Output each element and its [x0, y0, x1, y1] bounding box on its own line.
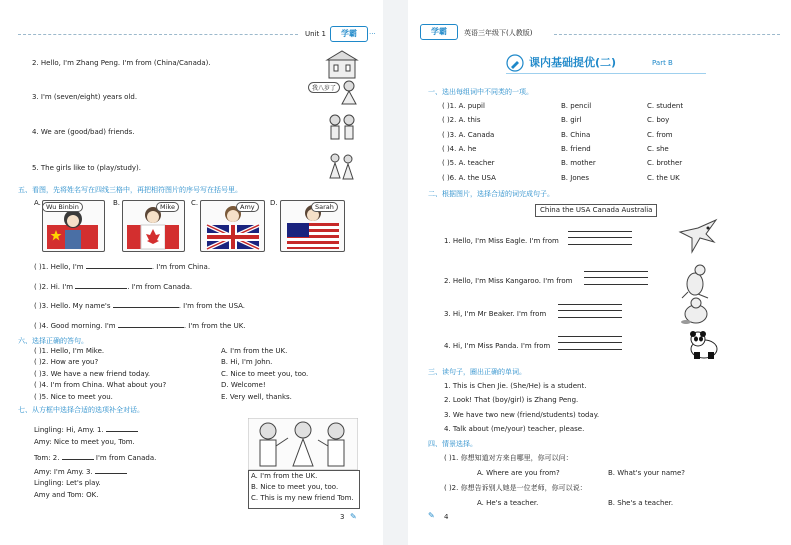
sec5-item-2: ( )2. Hi. I'm . I'm from Canada. [34, 283, 193, 291]
left-page [0, 0, 383, 545]
section5-title: 五、看图，先将姓名写在四线三格中，再把相符图片的序号写在括号里。 [18, 186, 242, 194]
sec3-item-1: 1. This is Chen Jie. (She/He) is a student. [444, 382, 587, 390]
sec6-q3: ( )3. We have a new friend today. [34, 370, 151, 378]
sec5-item-3: ( )3. Hello. My name's . I'm from the USA. [34, 302, 246, 310]
building-illustration [325, 48, 359, 82]
logo: 学霸 [420, 24, 458, 40]
header-dashed-rule [18, 34, 298, 35]
person-a-letter: A. [34, 199, 41, 207]
banner-part: Part B [652, 59, 673, 67]
right-page [408, 0, 791, 545]
sec6-c: C. Nice to meet you, too. [221, 370, 309, 378]
person-a-name: Wu Binbin [42, 202, 83, 212]
writing-lines-1 [568, 231, 632, 245]
dialogue-line-4: Amy: I'm Amy. 3. [34, 466, 127, 477]
section1-title: 一、选出每组词中不同类的一项。 [428, 88, 533, 96]
sec3-item-2: 2. Look! That (boy/girl) is Zhang Peng. [444, 396, 579, 404]
person-d-name: Sarah [311, 202, 338, 212]
word-bank: China the USA Canada Australia [535, 204, 657, 217]
sec1-row1-c: C. student [647, 102, 684, 110]
sec1-row4-c: C. she [647, 145, 669, 153]
sec6-q4: ( )4. I'm from China. What about you? [34, 381, 167, 389]
sec4-q2-b: B. She's a teacher. [608, 499, 674, 507]
person-b-name: Mike [156, 202, 179, 212]
sec4-q2: ( )2. 你想告诉别人她是一位老师，你可以说： [444, 484, 587, 492]
girls-playing-illustration [326, 152, 358, 184]
options-box [248, 470, 360, 509]
dialogue-line-6: Amy and Tom: OK. [34, 491, 99, 499]
dialogue-line-2: Amy: Nice to meet you, Tom. [34, 438, 135, 446]
pencil-icon: ✎ [350, 512, 357, 521]
sec4-q1-b: B. What's your name? [608, 469, 685, 477]
q-sentence-3: 3. I'm (seven/eight) years old. [32, 93, 138, 101]
sec1-row6-c: C. the UK [647, 174, 680, 182]
sec1-row5-a: ( )5. A. teacher [442, 159, 495, 167]
children-greeting-illustration [248, 418, 358, 470]
dialogue-line-1: Lingling: Hi, Amy. 1. [34, 424, 138, 435]
dialogue-line-5: Lingling: Let's play. [34, 479, 101, 487]
section7-title: 七、从方框中选择合适的选项补全对话。 [18, 406, 144, 414]
sec5-item-4: ( )4. Good morning. I'm . I'm from the UK. [34, 322, 246, 330]
sec2-item-3: 3. Hi, I'm Mr Beaker. I'm from [444, 310, 547, 318]
sec2-item-2: 2. Hello, I'm Miss Kangaroo. I'm from [444, 277, 573, 285]
option-c: C. This is my new friend Tom. [251, 494, 354, 502]
beaker-illustration [680, 296, 712, 326]
header-dashed-rule [554, 34, 780, 35]
logo: 学霸 [330, 26, 368, 42]
sec1-row1-a: ( )1. A. pupil [442, 102, 485, 110]
sec1-row3-b: B. China [561, 131, 591, 139]
sec1-row6-a: ( )6. A. the USA [442, 174, 496, 182]
pencil-icon: ✎ [428, 511, 435, 520]
section6-title: 六、选择正确的答句。 [18, 337, 88, 345]
sec1-row4-b: B. friend [561, 145, 591, 153]
writing-lines-2 [584, 271, 648, 285]
sec4-q2-a: A. He's a teacher. [477, 499, 539, 507]
sec1-row3-a: ( )3. A. Canada [442, 131, 495, 139]
sec6-b: B. Hi, I'm John. [221, 358, 273, 366]
page-number: 3 [340, 513, 345, 521]
sec2-item-4: 4. Hi, I'm Miss Panda. I'm from [444, 342, 551, 350]
sec6-q2: ( )2. How are you? [34, 358, 99, 366]
kangaroo-illustration [680, 262, 714, 300]
sec6-q5: ( )5. Nice to meet you. [34, 393, 113, 401]
sec1-row1-b: B. pencil [561, 102, 592, 110]
friends-illustration [326, 113, 358, 147]
unit-label: Unit 1 [305, 30, 326, 38]
sec4-q1: ( )1. 你想知道对方来自哪里，你可以问： [444, 454, 573, 462]
sec1-row5-c: C. brother [647, 159, 683, 167]
sec6-q1: ( )1. Hello, I'm Mike. [34, 347, 105, 355]
banner-title: 课内基础提优(二) [529, 56, 617, 69]
person-c-name: Amy [236, 202, 259, 212]
q-sentence-2: 2. Hello, I'm Zhang Peng. I'm from (China/Canada). [32, 59, 211, 67]
person-d-letter: D. [270, 199, 278, 207]
sec1-row2-b: B. girl [561, 116, 582, 124]
dialogue-line-3: Tom: 2. I'm from Canada. [34, 454, 157, 462]
sec4-q1-a: A. Where are you from? [477, 469, 560, 477]
person-b-letter: B. [113, 199, 121, 207]
sec2-item-1: 1. Hello, I'm Miss Eagle. I'm from [444, 237, 559, 245]
page-gutter [383, 0, 408, 545]
writing-lines-4 [558, 336, 622, 350]
sec1-row2-c: C. boy [647, 116, 670, 124]
person-c-letter: C. [191, 199, 199, 207]
q-sentence-4: 4. We are (good/bad) friends. [32, 128, 135, 136]
section2-title: 二、根据图片，选择合适的词完成句子。 [428, 190, 554, 198]
sec5-item-1: ( )1. Hello, I'm . I'm from China. [34, 263, 211, 271]
sec1-row5-b: B. mother [561, 159, 596, 167]
girl-illustration [338, 80, 360, 106]
pencil-circle-icon [506, 54, 524, 72]
banner [506, 53, 706, 74]
sec1-row2-a: ( )2. A. this [442, 116, 481, 124]
sec6-a: A. I'm from the UK. [221, 347, 288, 355]
header-dots-icon: ··· [369, 30, 376, 38]
eagle-illustration [678, 218, 720, 256]
sec1-row3-c: C. from [647, 131, 673, 139]
q-sentence-5: 5. The girls like to (play/study). [32, 164, 141, 172]
book-title: 英语三年级下(人教版) [464, 29, 533, 37]
sec1-row4-a: ( )4. A. he [442, 145, 477, 153]
sec3-item-4: 4. Talk about (me/your) teacher, please. [444, 425, 585, 433]
option-b: B. Nice to meet you, too. [251, 483, 339, 491]
speech-bubble: 我八岁了 [308, 82, 340, 93]
sec6-d: D. Welcome! [221, 381, 266, 389]
section3-title: 三、读句子，圈出正确的单词。 [428, 368, 526, 376]
sec6-e: E. Very well, thanks. [221, 393, 292, 401]
sec3-item-3: 3. We have two new (friend/students) today. [444, 411, 600, 419]
page-number: 4 [444, 513, 449, 521]
writing-lines-3 [558, 304, 622, 318]
panda-illustration [686, 330, 722, 360]
sec1-row6-b: B. Jones [561, 174, 589, 182]
section4-title: 四、情景选择。 [428, 440, 477, 448]
option-a: A. I'm from the UK. [251, 472, 318, 480]
